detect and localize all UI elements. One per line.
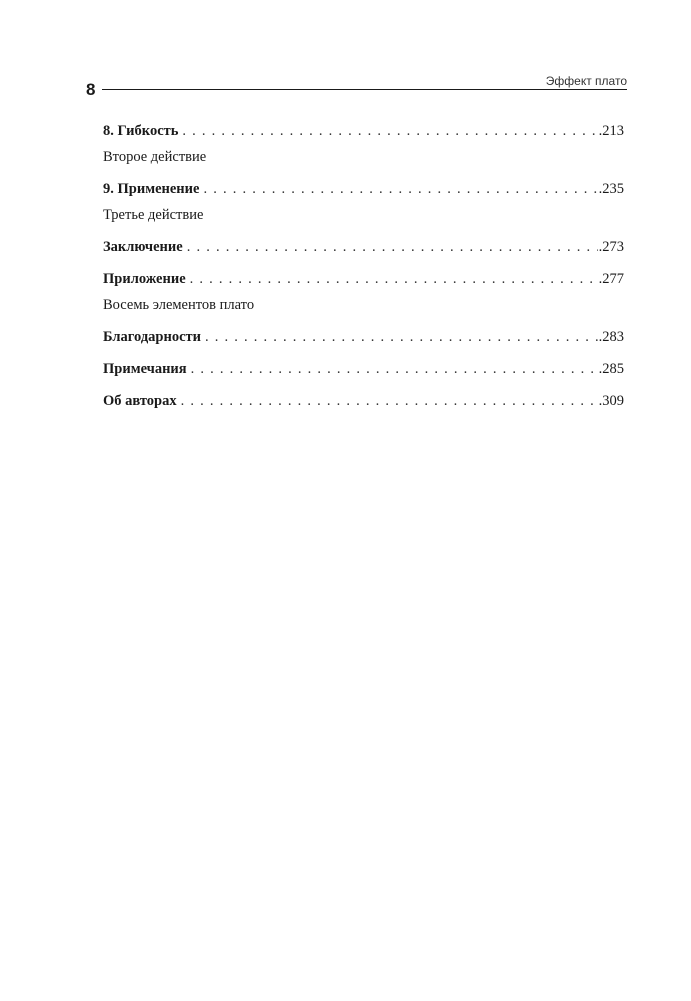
toc-dot-leader xyxy=(190,266,598,292)
toc-entry-acknowledgements[interactable] xyxy=(103,324,624,350)
toc-dot-leader xyxy=(203,176,597,202)
toc-entry-title: 9. Применение xyxy=(103,181,200,197)
table-of-contents xyxy=(103,118,624,414)
toc-dot-leader xyxy=(187,234,598,260)
toc-entry-page: .283 xyxy=(598,329,624,345)
toc-entry-title: Благодарности xyxy=(103,329,202,345)
toc-entry-page: .309 xyxy=(598,393,624,409)
toc-entry-page: .285 xyxy=(598,361,624,377)
toc-entry-conclusion[interactable] xyxy=(103,234,624,260)
toc-entry-page: .213 xyxy=(598,123,624,139)
toc-entry-title: Примечания xyxy=(103,361,187,377)
toc-entry-title: Заключение xyxy=(103,239,183,255)
toc-entry-title: 8. Гибкость xyxy=(103,123,179,139)
page-number: 8 xyxy=(86,80,96,99)
toc-dot-leader xyxy=(205,324,598,350)
toc-dot-leader xyxy=(181,388,598,414)
header-rule xyxy=(102,89,627,90)
toc-dot-leader xyxy=(182,118,597,144)
toc-entry-subtitle: Второе действие xyxy=(103,149,207,165)
toc-dot-leader xyxy=(191,356,598,382)
toc-entry-application[interactable] xyxy=(103,176,624,202)
toc-entry-subtitle: Третье действие xyxy=(103,207,204,223)
toc-entry-page: .235 xyxy=(598,181,624,197)
running-head: Эффект плато xyxy=(545,74,627,88)
toc-entry-notes[interactable] xyxy=(103,356,624,382)
toc-entry-about-authors[interactable] xyxy=(103,388,624,414)
toc-entry-page: .277 xyxy=(598,271,624,287)
toc-entry-page: .273 xyxy=(598,239,624,255)
toc-entry-title: Приложение xyxy=(103,271,186,287)
toc-entry-flexibility[interactable] xyxy=(103,118,624,144)
toc-entry-title: Об авторах xyxy=(103,393,177,409)
toc-entry-appendix[interactable] xyxy=(103,266,624,292)
toc-entry-subtitle: Восемь элементов плато xyxy=(103,297,255,313)
